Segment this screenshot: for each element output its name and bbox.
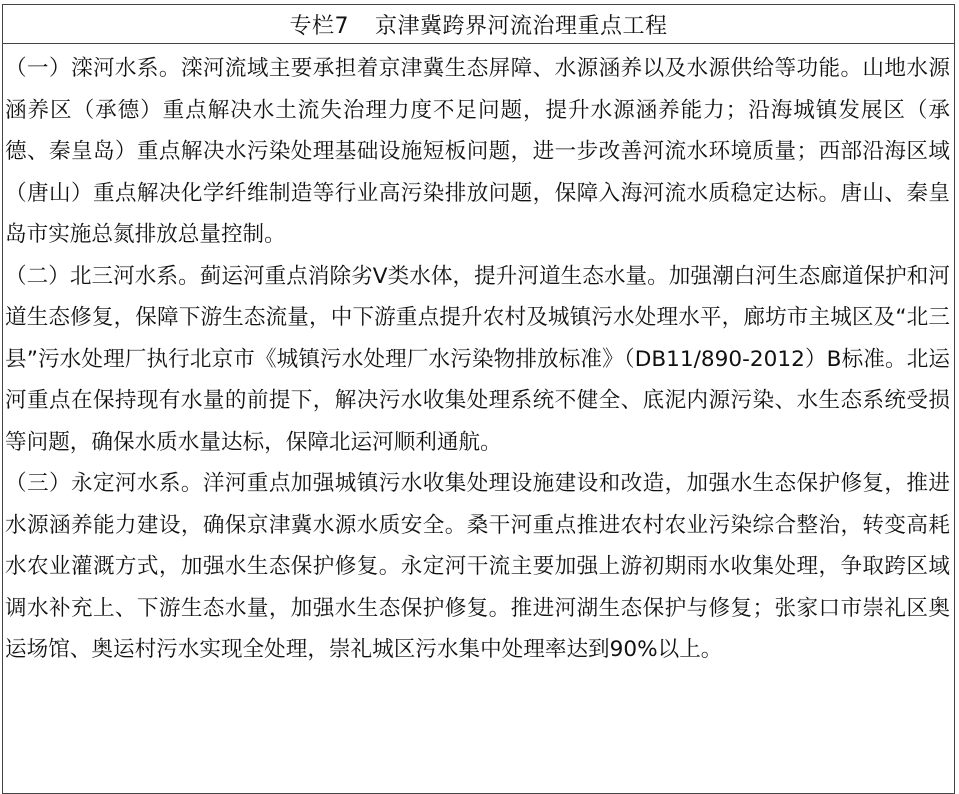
- box-header: [3, 5, 954, 44]
- paragraph-yongdinghe: （三）永定河水系。洋河重点加强城镇污水收集处理设施建设和改造，加强水生态保护修复，推进水源涵养能力建设，确保京津冀水源水质安全。桑干河重点推进农村农业污染综合整治，转变高耗水农业灌溉方式，加强水生态保护修复。永定河干流主要加强上游初期雨水收集处理，争取跨区域调水补充上、下游生态水量，加强水生态保护修复。推进河湖生态保护与修复；张家口市崇礼区奥运场馆、奥运村污水实现全处理，崇礼城区污水集中处理率达到90%以上。: [5, 471, 950, 662]
- column-label: 专栏7: [289, 13, 349, 39]
- box-content: [3, 44, 954, 671]
- box-title: 京津冀跨界河流治理重点工程: [374, 13, 668, 39]
- paragraph-luanhe: （一）滦河水系。滦河流域主要承担着京津冀生态屏障、水源涵养以及水源供给等功能。山地水源涵养区（承德）重点解决水土流失治理力度不足问题，提升水源涵养能力；沿海城镇发展区（承德、秦皇岛）重点解决水污染处理基础设施短板问题，进一步改善河流水环境质量；西部沿海区域（唐山）重点解决化学纤维制造等行业高污染排放问题，保障入海河流水质稳定达标。唐山、秦皇岛市实施总氮排放总量控制。: [5, 56, 950, 247]
- feature-box: [2, 4, 955, 794]
- paragraph-beisanhe: （二）北三河水系。蓟运河重点消除劣Ⅴ类水体，提升河道生态水量。加强潮白河生态廊道保护和河道生态修复，保障下游生态流量，中下游重点提升农村及城镇污水处理水平，廊坊市主城区及“北三县”污水处理厂执行北京市《城镇污水处理厂水污染物排放标准》（DB11/890-2012）B标准。北运河重点在保持现有水量的前提下，解决污水收集处理系统不健全、底泥内源污染、水生态系统受损等问题，确保水质水量达标，保障北运河顺利通航。: [5, 263, 950, 455]
